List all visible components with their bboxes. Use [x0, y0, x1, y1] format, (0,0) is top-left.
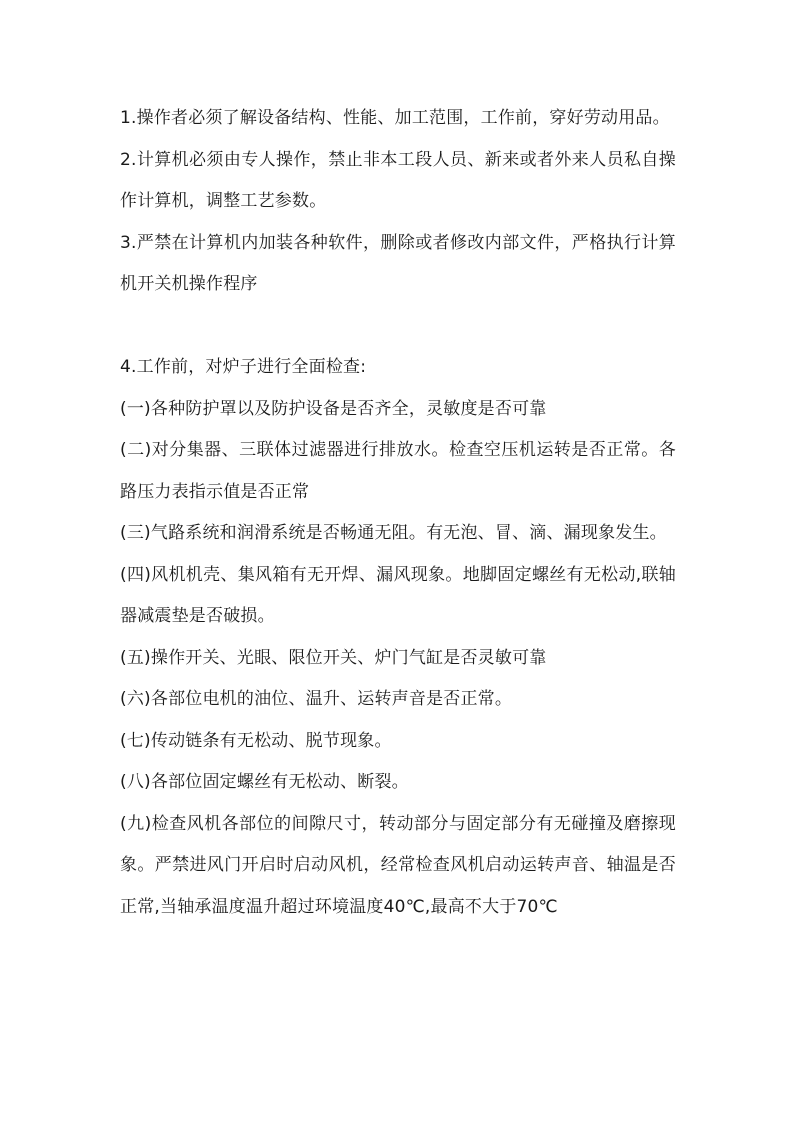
document-body — [120, 98, 676, 928]
check-item-4: (四)风机机壳、集风箱有无开焊、漏风现象。地脚固定螺丝有无松动,联轴器减震垫是否破损。 — [120, 564, 676, 626]
paragraph-3: 3.严禁在计算机内加装各种软件，删除或者修改内部文件，严格执行计算机开关机操作程序 — [120, 232, 676, 294]
check-item-9: (九)检查风机各部位的间隙尺寸，转动部分与固定部分有无碰撞及磨擦现象。严禁进风门开启时启动风机，经常检查风机启动运转声音、轴温是否正常,当轴承温度温升超过环境温度40℃,最高不大于70℃ — [120, 813, 676, 917]
paragraph-1: 1.操作者必须了解设备结构、性能、加工范围，工作前，穿好劳动用品。 — [120, 108, 670, 128]
check-item-1: (一)各种防护罩以及防护设备是否齐全，灵敏度是否可靠 — [120, 398, 547, 419]
check-item-2: (二)对分集器、三联体过滤器进行排放水。检查空压机运转是否正常。各路压力表指示值是否正常 — [120, 440, 676, 502]
check-item-5: (五)操作开关、光眼、限位开关、炉门气缸是否灵敏可靠 — [120, 647, 547, 668]
blank-line — [120, 306, 676, 348]
check-item-7: (七)传动链条有无松动、脱节现象。 — [120, 730, 392, 751]
paragraph-4: 4.工作前，对炉子进行全面检查: — [120, 357, 367, 377]
paragraph-2: 2.计算机必须由专人操作，禁止非本工段人员、新来或者外来人员私自操作计算机，调整工艺参数。 — [120, 149, 676, 211]
check-item-3: (三)气路系统和润滑系统是否畅通无阻。有无泡、冒、滴、漏现象发生。 — [120, 523, 667, 543]
check-item-6: (六)各部位电机的油位、温升、运转声音是否正常。 — [120, 689, 513, 709]
check-item-8: (八)各部位固定螺丝有无松动、断裂。 — [120, 772, 409, 792]
